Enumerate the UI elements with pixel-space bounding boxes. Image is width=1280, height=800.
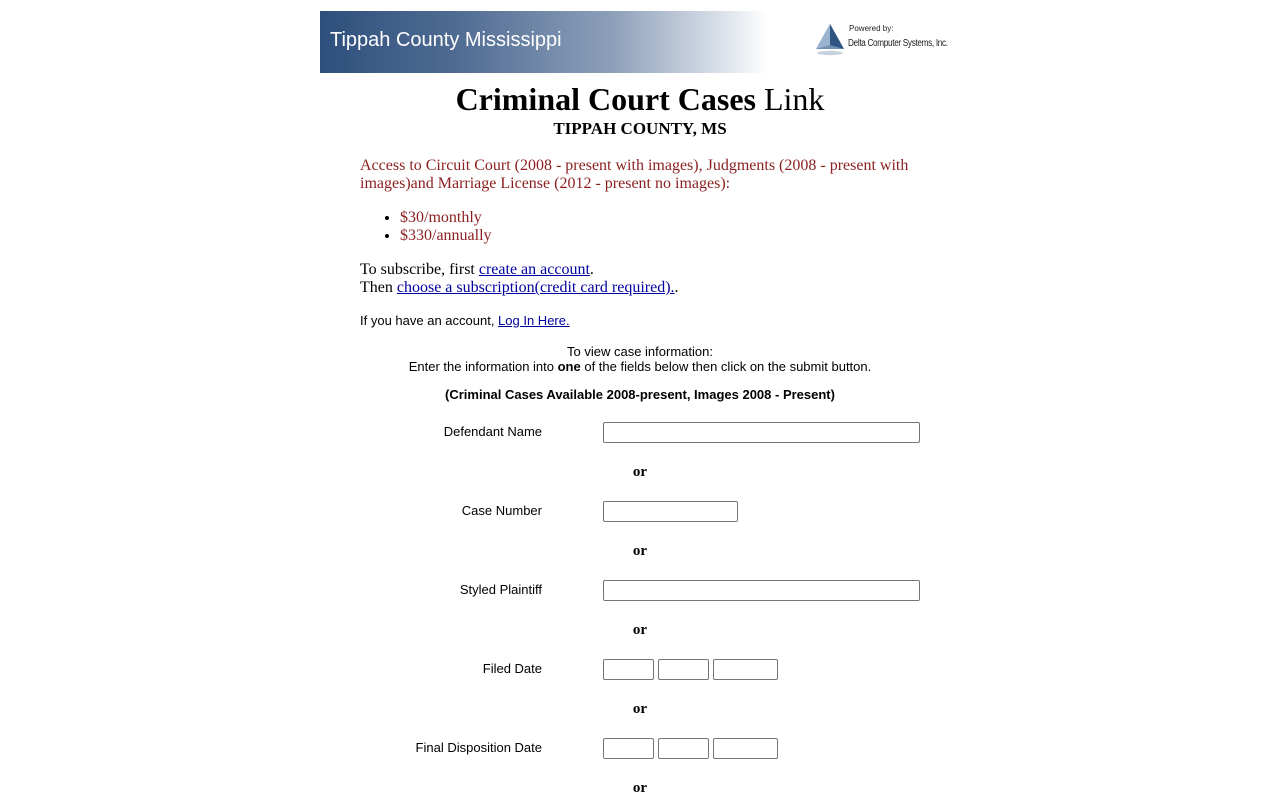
- banner-gradient: [320, 11, 768, 73]
- or-separator: or: [632, 701, 648, 717]
- disposition-date-month-input[interactable]: [603, 738, 654, 759]
- county-subtitle: TIPPAH COUNTY, MS: [553, 119, 727, 138]
- price-list: [360, 209, 492, 245]
- price-annually: • $330/annually: [400, 227, 492, 245]
- disposition-date-day-input[interactable]: [658, 738, 709, 759]
- instructions-line2-suffix: of the fields below then click on the submit button.: [580, 359, 872, 374]
- instructions-line1: To view case information:: [567, 344, 713, 359]
- or-separator: or: [632, 780, 648, 796]
- styled-plaintiff-label: Styled Plaintiff: [459, 582, 542, 597]
- price-monthly: • $30/monthly: [400, 209, 492, 227]
- availability-note: (Criminal Cases Available 2008-present, Images 2008 - Present): [445, 387, 835, 402]
- subscribe-suffix: .: [589, 261, 594, 278]
- disposition-date-year-input[interactable]: [713, 738, 778, 759]
- or-separator: or: [632, 622, 648, 638]
- filed-date-label: Filed Date: [482, 661, 542, 676]
- or-separator: or: [632, 543, 648, 559]
- access-description: Access to Circuit Court (2008 - present with images), Judgments (2008 - present with images)and Marriage License (2012 - present no images):: [360, 157, 909, 192]
- filed-date-day-input[interactable]: [658, 659, 709, 680]
- powered-by-label: Powered by:: [849, 24, 894, 33]
- final-disposition-date-label: Final Disposition Date: [415, 740, 542, 755]
- search-instructions: [0, 344, 1280, 374]
- create-account-link[interactable]: create an account: [478, 261, 590, 278]
- defendant-name-label: Defendant Name: [443, 424, 542, 439]
- case-number-label: Case Number: [461, 503, 542, 518]
- instructions-line2-prefix: Enter the information into: [408, 359, 558, 374]
- instructions-line2-bold: one: [557, 359, 581, 374]
- or-separator: or: [632, 464, 648, 480]
- log-in-link[interactable]: Log In Here.: [498, 313, 570, 328]
- page-title-bold: Criminal Court Cases: [455, 81, 756, 117]
- filed-date-month-input[interactable]: [603, 659, 654, 680]
- login-prompt: [360, 313, 570, 329]
- login-prefix: If you have an account,: [360, 313, 499, 328]
- defendant-name-input[interactable]: [603, 422, 920, 443]
- styled-plaintiff-input[interactable]: [603, 580, 920, 601]
- filed-date-year-input[interactable]: [713, 659, 778, 680]
- choose-subscription-link[interactable]: choose a subscription(credit card required).: [396, 279, 675, 296]
- subscribe-prefix: To subscribe, first: [360, 261, 479, 278]
- then-prefix: Then: [360, 279, 397, 296]
- case-number-input[interactable]: [603, 501, 738, 522]
- subscribe-instructions: [360, 261, 679, 297]
- page-title-normal: Link: [755, 81, 825, 117]
- header-banner: [320, 11, 948, 73]
- then-suffix: .: [674, 279, 679, 296]
- banner-title: Tippah County Mississippi: [330, 29, 562, 51]
- delta-logo-icon: [814, 23, 846, 57]
- vendor-name: Delta Computer Systems, Inc.: [848, 38, 948, 49]
- page-title: [0, 80, 1280, 118]
